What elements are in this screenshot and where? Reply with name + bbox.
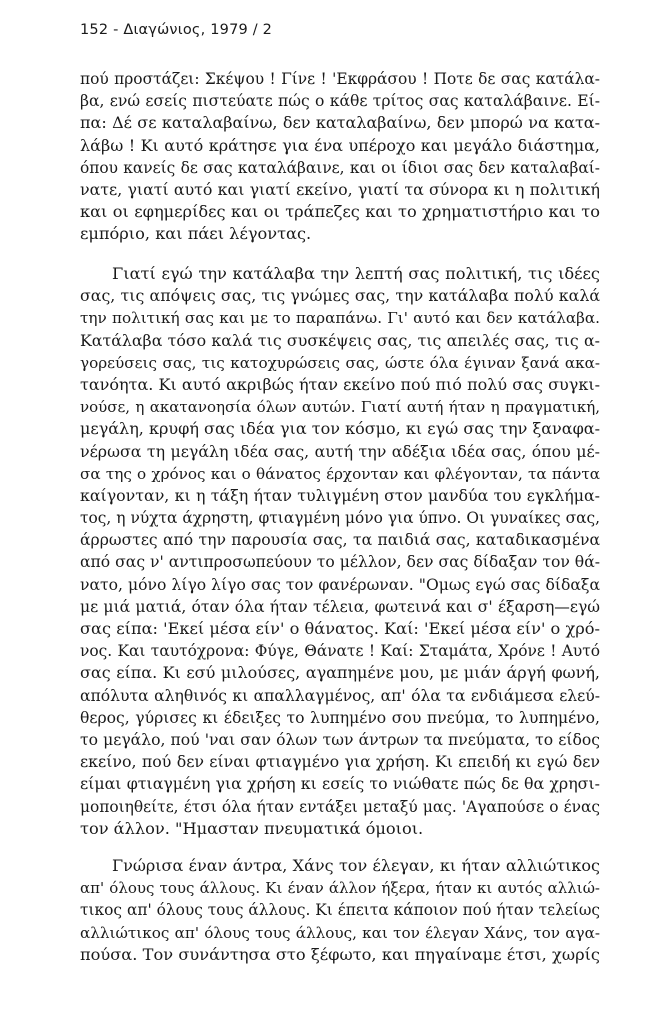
- text-line: σας, τις απόψεις σας, τις γνώμες σας, την κατάλαβα πολύ καλά: [80, 286, 600, 306]
- text-line: τικος απ' όλους τους άλλους. Κι έπειτα κάποιον πού ήταν τελείως: [80, 901, 600, 920]
- text-line: νέρωσα τη μεγάλη ιδέα σας, αυτή την αδέξια ιδέα σας, όπου μέ-: [80, 441, 600, 461]
- text-line: την πολιτική σας και με το παραπάνω. Γι' αυτό και δεν κατάλαβα.: [80, 309, 600, 328]
- text-line: Κατάλαβα τόσο καλά τις συσκέψεις σας, τις απειλές σας, τις α-: [80, 330, 600, 350]
- text-line: απόλυτα αληθινός κι απαλλαγμένος, απ' όλα τα ενδιάμεσα ελεύ-: [80, 686, 600, 705]
- text-line: λάβω ! Κι αυτό κράτησε για ένα υπέροχο και μεγάλο διάστημα,: [80, 135, 600, 155]
- text-line: το μεγάλο, πού 'ναι σαν όλων των άντρων τα πνεύματα, το είδος: [80, 730, 600, 749]
- text-line: νος. Και ταυτόχρονα: Φύγε, Θάνατε ! Καί: Σταμάτα, Χρόνε ! Αυτό: [80, 642, 600, 661]
- text-line: θερος, γύρισες κι έδειξες το λυπημένο σου πνεύμα, το λυπημένο,: [80, 708, 600, 727]
- text-line: πού προστάζει: Σκέψου ! Γίνε ! 'Εκφράσου ! Ποτε δε σας κατάλα-: [80, 70, 600, 88]
- paragraph-1: [80, 68, 600, 246]
- text-line: απ' όλους τους άλλους. Κι έναν άλλον ήξερα, ήταν κι αυτός αλλιώ-: [80, 879, 600, 898]
- text-line: εμπόριο, και πάει λέγοντας.: [80, 224, 312, 244]
- text-line: εκείνο, πού δεν είναι φτιαγμένο για χρήση. Κι επειδή κι εγώ δεν: [80, 752, 600, 772]
- text-line: άρρωστες από την παρουσία σας, τα παιδιά σας, καταδικασμένα: [80, 531, 600, 550]
- text-line: τανόητα. Κι αυτό ακριβώς ήταν εκείνο πού πιό πολύ σας συγκι-: [80, 374, 600, 394]
- text-line: Γιατί εγώ την κατάλαβα την λεπτή σας πολιτική, τις ιδέες: [112, 264, 600, 283]
- text-line: νούσε, η ακατανοησία όλων αυτών. Γιατί αυτή ήταν η πραγματική,: [80, 398, 600, 417]
- text-line: μοποιηθείτε, έτσι όλα ήταν εντάξει μεταξύ μας. 'Αγαπούσε ο ένας: [80, 797, 600, 816]
- text-line: είμαι φτιαγμένη για χρήση κι εσείς το νιώθατε πώς δε θα χρησι-: [80, 774, 600, 794]
- text-line: Γνώρισα έναν άντρα, Χάνς τον έλεγαν, κι ήταν αλλιώτικος: [112, 856, 600, 875]
- text-line: πούσα. Τον συνάντησα στο ξέφωτο, και πηγαίναμε έτσι, χωρίς: [80, 944, 600, 964]
- text-line: τος, η νύχτα άχρηστη, φτιαγμένη μόνο για ύπνο. Οι γυναίκες σας,: [80, 509, 600, 528]
- text-line: όπου κανείς δε σας καταλάβαινε, και οι ίδιοι σας δεν καταλαβαί-: [80, 158, 600, 177]
- text-line: από σας ν' αντιπροσωπεύουν το μέλλον, δεν σας δίδαξαν τον θά-: [80, 553, 600, 572]
- text-line: αλλιώτικος απ' όλους τους άλλους, και τον έλεγαν Χάνς, τον αγα-: [80, 923, 600, 942]
- text-line: σας είπα: 'Εκεί μέσα είν' ο θάνατος. Καί: 'Εκεί μέσα είν' ο χρό-: [80, 619, 600, 638]
- paragraph-2: [80, 263, 600, 840]
- text-line: καίγονταν, κι η τάξη ήταν τυλιγμένη στον μανδύα του εγκλήμα-: [80, 485, 600, 505]
- text-line: και οι εφημερίδες και οι τράπεζες και το χρηματιστήριο και το: [80, 202, 600, 222]
- text-line: πα: Δέ σε καταλαβαίνω, δεν καταλαβαίνω, δεν μπορώ να κατα-: [80, 113, 600, 133]
- text-line: σα της ο χρόνος και ο θάνατος έρχονταν και φλέγονταν, τα πάντα: [80, 464, 600, 483]
- text-line: γορεύσεις σας, τις κατοχυρώσεις σας, ώστε όλα έγιναν ξανά ακα-: [80, 353, 600, 372]
- text-line: με μιά ματιά, όταν όλα ήταν τέλεια, φωτεινά και σ' έξαρση—εγώ: [80, 597, 600, 616]
- paragraph-3: [80, 855, 600, 966]
- text-line: τον άλλον. "Ημασταν πνευματικά όμοιοι.: [80, 818, 424, 838]
- text-line: νατο, μόνο λίγο λίγο σας τον φανέρωναν. "Ομως εγώ σας δίδαξα: [80, 575, 600, 594]
- text-line: νατε, γιατί αυτό και γιατί εκείνο, γιατί τα σύνορα κι η πολιτική: [80, 179, 600, 199]
- text-line: σας είπα. Κι εσύ μιλούσες, αγαπημένε μου, με μιάν άργή φωνή,: [80, 663, 600, 683]
- text-line: μεγάλη, κρυφή σας ιδέα για τον κόσμο, κι εγώ σας την ξαναφα-: [80, 419, 600, 439]
- text-line: βα, ενώ εσείς πιστεύατε πώς ο κάθε τρίτος σας καταλάβαινε. Εί-: [80, 92, 600, 111]
- running-head: 152 - Διαγώνιος, 1979 / 2: [80, 22, 273, 38]
